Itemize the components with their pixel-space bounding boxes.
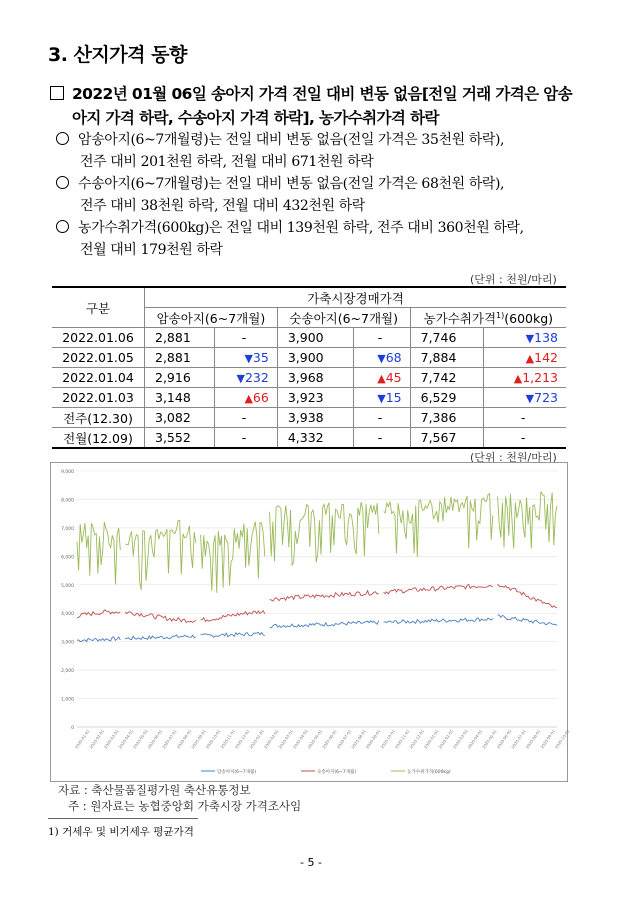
col-female: 암송아지(6~7개월) <box>145 308 278 328</box>
bullet-male <box>56 173 576 217</box>
date-cell: 2022.01.06 <box>52 328 145 348</box>
unit-label-chart: (단위 : 천원/마리) <box>470 451 557 464</box>
series-line-farm <box>77 491 557 592</box>
circle-bullet-icon <box>56 132 69 145</box>
date-cell: 2022.01.05 <box>52 348 145 368</box>
x-tick-label: 2020-02-01 <box>437 728 455 750</box>
bullet-text: 전주 대비 38천원 하락, 전월 대비 432천원 하락 <box>80 198 365 214</box>
bullet-farm <box>56 217 576 261</box>
change-cell <box>354 368 410 388</box>
circle-bullet-icon <box>56 220 69 233</box>
price-cell: 3,082 <box>145 408 215 428</box>
change-cell <box>215 368 278 388</box>
col-male: 숫송아지(6~7개월) <box>277 308 410 328</box>
group-header: 가축시장경매가격 <box>145 287 567 308</box>
unit-label-table: (단위 : 천원/마리) <box>470 273 557 286</box>
series-line-male <box>77 584 557 623</box>
x-tick-label: 2020-06-01 <box>495 728 513 750</box>
price-cell: 7,742 <box>410 368 484 388</box>
square-bullet-icon <box>50 86 64 100</box>
price-cell: 4,332 <box>277 428 354 449</box>
y-tick-label: 7,000 <box>61 526 74 532</box>
x-tick-label: 2020-10-01 <box>379 728 396 750</box>
price-cell: 3,552 <box>145 428 215 449</box>
bullet-text: 농가수취가격(600kg)은 전일 대비 139천원 하락, 전주 대비 360천원 하락, <box>78 220 524 236</box>
y-tick-label: 3,000 <box>61 640 74 646</box>
change-cell <box>484 368 566 388</box>
up-triangle-icon: ▲142 <box>525 350 558 365</box>
x-tick-label: 2020-02-01 <box>88 728 106 750</box>
price-cell: 6,529 <box>410 388 484 408</box>
x-tick-label: 2020-03-01 <box>102 728 120 750</box>
x-tick-label: 2020-01-01 <box>248 728 266 750</box>
date-cell: 전월(12.09) <box>52 428 145 449</box>
price-cell: 2,881 <box>145 348 215 368</box>
footnote-divider <box>48 818 198 819</box>
x-tick-label: 2020-04-01 <box>466 728 484 750</box>
x-tick-label: 2020-09-01 <box>539 728 556 750</box>
x-tick-label: 2020-09-01 <box>364 728 382 750</box>
y-tick-label: 8,000 <box>61 498 74 504</box>
x-tick-label: 2020-06-01 <box>146 728 164 750</box>
y-tick-label: 5,000 <box>61 583 74 589</box>
x-tick-label: 2020-12-01 <box>233 728 251 750</box>
price-table <box>52 286 566 449</box>
x-tick-label: 2020-01-01 <box>73 728 91 750</box>
down-triangle-icon: ▼232 <box>236 370 269 385</box>
table-row <box>52 368 566 388</box>
x-tick-label: 2020-12-01 <box>408 728 426 750</box>
down-triangle-icon: ▼138 <box>525 330 558 345</box>
change-cell: - <box>215 328 278 348</box>
price-cell: 2,916 <box>145 368 215 388</box>
headline-line2: 아지 가격 하락, 수송아지 가격 하락], 농가수취가격 하락 <box>72 109 439 127</box>
x-tick-label: 2020-02-01 <box>262 728 280 750</box>
x-tick-label: 2020-09-01 <box>190 728 207 750</box>
x-tick-label: 2020-07-01 <box>510 728 527 750</box>
footnote: 1) 거세우 및 비거세우 평균가격 <box>48 826 194 838</box>
x-tick-label: 2020-04-01 <box>117 728 135 750</box>
table-row <box>52 388 566 408</box>
change-cell <box>484 328 566 348</box>
x-tick-label: 2020-06-01 <box>320 728 338 750</box>
x-tick-label: 2020-03-01 <box>451 728 469 750</box>
down-triangle-icon: ▼723 <box>525 390 558 405</box>
x-tick-label: 2020-07-01 <box>160 728 178 750</box>
y-tick-label: 6,000 <box>61 555 74 561</box>
bullet-text: 전월 대비 179천원 하락 <box>80 242 223 258</box>
bullet-text: 전주 대비 201천원 하락, 전월 대비 671천원 하락 <box>80 154 374 170</box>
price-cell: 3,900 <box>277 328 354 348</box>
y-tick-label: 1,000 <box>61 697 74 703</box>
up-triangle-icon: ▲66 <box>244 390 269 405</box>
legend-label: 암송아지(6~7개월) <box>217 770 257 775</box>
change-cell <box>354 388 410 408</box>
section-title: 3. 산지가격 동향 <box>48 44 187 66</box>
change-cell: - <box>484 428 566 449</box>
down-triangle-icon: ▼15 <box>377 390 402 405</box>
change-cell <box>484 388 566 408</box>
x-tick-label: 2020-04-01 <box>291 728 309 750</box>
price-cell: 7,746 <box>410 328 484 348</box>
price-cell: 2,881 <box>145 328 215 348</box>
table-row <box>52 428 566 449</box>
price-line-chart <box>50 462 571 782</box>
y-tick-label: 2,000 <box>61 669 74 675</box>
x-tick-label: 2020-05-01 <box>131 728 149 750</box>
x-tick-label: 2020-08-01 <box>175 728 193 750</box>
table-row <box>52 348 566 368</box>
x-tick-label: 2020-03-01 <box>277 728 295 750</box>
change-cell <box>215 388 278 408</box>
up-triangle-icon: ▲45 <box>377 370 402 385</box>
y-tick-label: 4,000 <box>61 612 74 618</box>
up-triangle-icon: ▲1,213 <box>513 370 558 385</box>
x-tick-label: 2020-11-01 <box>219 728 236 750</box>
table-row <box>52 328 566 348</box>
change-cell <box>484 348 566 368</box>
series-line-female <box>77 615 557 642</box>
price-cell: 7,567 <box>410 428 484 449</box>
bullet-female <box>56 129 576 173</box>
x-tick-label: 2020-11-01 <box>393 728 411 750</box>
x-tick-label: 2020-05-01 <box>480 728 498 750</box>
price-cell: 3,968 <box>277 368 354 388</box>
change-cell: - <box>354 428 410 449</box>
note-text: 주 : 원자료는 농협중앙회 가축시장 가격조사임 <box>68 799 302 813</box>
headline <box>50 82 590 130</box>
change-cell: - <box>354 408 410 428</box>
down-triangle-icon: ▼35 <box>244 350 269 365</box>
bullet-text: 암송아지(6~7개월령)는 전일 대비 변동 없음(전일 가격은 35천원 하락), <box>78 132 505 148</box>
date-cell: 2022.01.04 <box>52 368 145 388</box>
y-tick-label: 0 <box>71 726 74 731</box>
date-cell: 전주(12.30) <box>52 408 145 428</box>
x-tick-label: 2020-08-01 <box>524 728 542 750</box>
price-cell: 3,923 <box>277 388 354 408</box>
x-tick-label: 2020-08-01 <box>350 728 367 750</box>
bullet-text: 수송아지(6~7개월령)는 전일 대비 변동 없음(전일 가격은 68천원 하락), <box>78 176 505 192</box>
page-number: - 5 - <box>300 856 322 869</box>
x-tick-label: 2020-10-01 <box>204 728 222 750</box>
price-cell: 7,386 <box>410 408 484 428</box>
change-cell: - <box>354 328 410 348</box>
price-cell: 7,884 <box>410 348 484 368</box>
x-tick-label: 2020-07-01 <box>335 728 353 750</box>
source-note <box>58 782 301 814</box>
legend-label: 숫송아지(6~7개월) <box>317 770 357 775</box>
headline-line1: 2022년 01월 06일 송아지 가격 전일 대비 변동 없음[전일 거래 가격은 암송 <box>72 85 573 103</box>
table-row <box>52 408 566 428</box>
price-cell: 3,900 <box>277 348 354 368</box>
price-cell: 3,148 <box>145 388 215 408</box>
date-cell: 2022.01.03 <box>52 388 145 408</box>
y-tick-label: 9,000 <box>61 470 74 475</box>
x-tick-label: 2020-10-01 <box>553 728 571 750</box>
x-tick-label: 2020-01-01 <box>422 728 440 750</box>
price-cell: 3,938 <box>277 408 354 428</box>
circle-bullet-icon <box>56 176 69 189</box>
chart-svg <box>51 463 571 781</box>
down-triangle-icon: ▼68 <box>377 350 402 365</box>
source-text: 자료 : 축산물품질평가원 축산유통정보 <box>58 783 251 797</box>
change-cell: - <box>215 408 278 428</box>
change-cell <box>215 348 278 368</box>
x-tick-label: 2020-05-01 <box>306 728 324 750</box>
col-group-header: 구분 <box>52 287 145 328</box>
change-cell <box>354 348 410 368</box>
col-farm: 농가수취가격$^{1)}$(600kg) <box>410 308 566 328</box>
legend-label: 농가수취가격(600kg) <box>407 770 451 775</box>
change-cell: - <box>215 428 278 449</box>
change-cell: - <box>484 408 566 428</box>
